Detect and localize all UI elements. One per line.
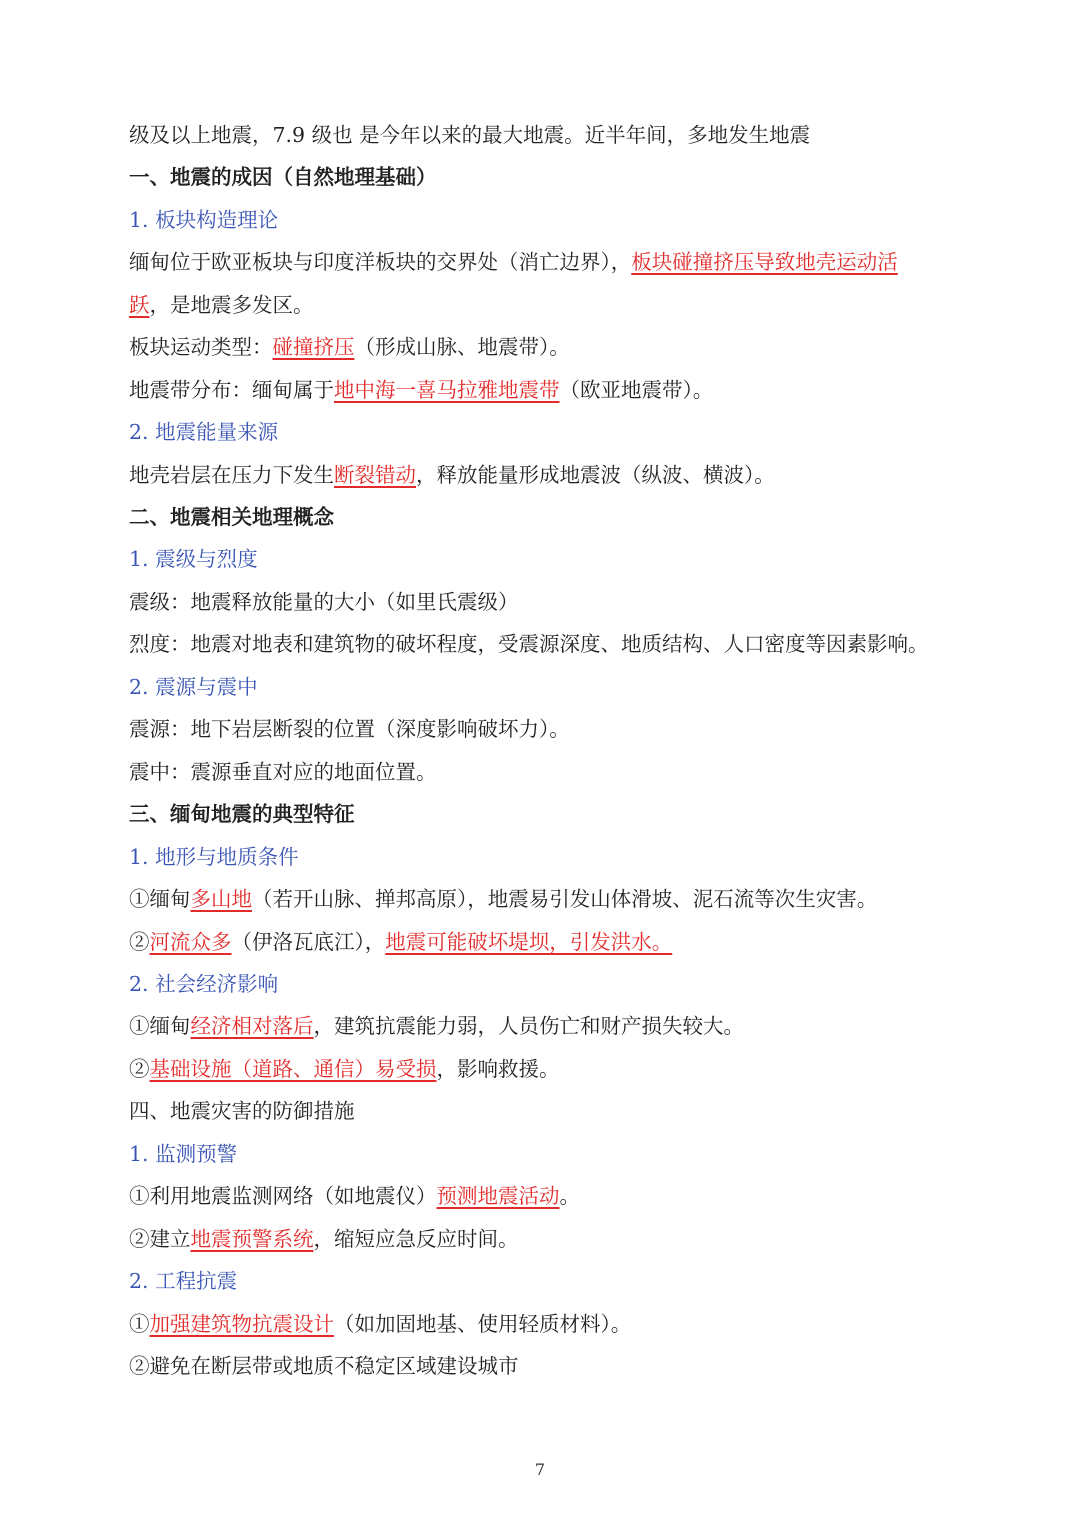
section-4-subheading-1: 1. 监测预警 bbox=[129, 1142, 238, 1166]
paragraph: 板块运动类型：碰撞挤压（形成山脉、地震带）。 bbox=[129, 335, 570, 359]
section-1-subheading-2: 2. 地震能量来源 bbox=[129, 420, 279, 444]
paragraph: 跃，是地震多发区。 bbox=[129, 293, 314, 317]
highlight: 碰撞挤压 bbox=[272, 335, 355, 359]
paragraph: ②基础设施（道路、通信）易受损，影响救援。 bbox=[129, 1057, 560, 1081]
section-2-title: 二、地震相关地理概念 bbox=[129, 505, 334, 529]
highlight: 河流众多 bbox=[149, 930, 232, 954]
highlight: 加强建筑物抗震设计 bbox=[149, 1312, 334, 1336]
highlight: 地中海一喜马拉雅地震带 bbox=[334, 378, 560, 402]
highlight: 地震预警系统 bbox=[190, 1227, 314, 1251]
highlight: 经济相对落后 bbox=[190, 1014, 314, 1038]
section-1-title: 一、地震的成因（自然地理基础） bbox=[129, 165, 437, 189]
page-number: 7 bbox=[534, 1460, 546, 1479]
paragraph: 震源：地下岩层断裂的位置（深度影响破坏力）。 bbox=[129, 717, 570, 741]
paragraph: ①缅甸多山地（若开山脉、掸邦高原），地震易引发山体滑坡、泥石流等次生灾害。 bbox=[129, 887, 878, 911]
highlight: 基础设施（道路、通信）易受损 bbox=[149, 1057, 437, 1081]
paragraph: 震级：地震释放能量的大小（如里氏震级） bbox=[129, 590, 519, 614]
section-2-subheading-2: 2. 震源与震中 bbox=[129, 675, 258, 699]
paragraph: ②避免在断层带或地质不稳定区域建设城市 bbox=[129, 1354, 519, 1378]
highlight: 断裂错动 bbox=[334, 463, 416, 487]
paragraph: 烈度：地震对地表和建筑物的破坏程度，受震源深度、地质结构、人口密度等因素影响。 bbox=[129, 632, 929, 656]
paragraph: 缅甸位于欧亚板块与印度洋板块的交界处（消亡边界），板块碰撞挤压导致地壳运动活 bbox=[129, 250, 898, 274]
section-3-subheading-2: 2. 社会经济影响 bbox=[129, 972, 279, 996]
highlight: 地震可能破坏堤坝，引发洪水。 bbox=[385, 930, 673, 954]
section-4-title: 四、地震灾害的防御措施 bbox=[129, 1099, 355, 1123]
paragraph: 震中：震源垂直对应的地面位置。 bbox=[129, 760, 437, 784]
paragraph: ②建立地震预警系统，缩短应急反应时间。 bbox=[129, 1227, 519, 1251]
paragraph: ①加强建筑物抗震设计（如加固地基、使用轻质材料）。 bbox=[129, 1312, 632, 1336]
highlight: 多山地 bbox=[190, 887, 252, 911]
paragraph: ①缅甸经济相对落后，建筑抗震能力弱，人员伤亡和财产损失较大。 bbox=[129, 1014, 744, 1038]
section-3-subheading-1: 1. 地形与地质条件 bbox=[129, 845, 299, 869]
paragraph: ①利用地震监测网络（如地震仪）预测地震活动。 bbox=[129, 1184, 580, 1208]
highlight: 预测地震活动 bbox=[436, 1184, 560, 1208]
highlight: 跃 bbox=[129, 293, 150, 317]
section-1-subheading-1: 1. 板块构造理论 bbox=[129, 208, 279, 232]
paragraph: ②河流众多（伊洛瓦底江），地震可能破坏堤坝，引发洪水。 bbox=[129, 930, 673, 954]
paragraph: 地震带分布：缅甸属于地中海一喜马拉雅地震带（欧亚地震带）。 bbox=[129, 378, 714, 402]
intro-text: 级及以上地震，7.9 级也 是今年以来的最大地震。近半年间，多地发生地震 bbox=[129, 123, 811, 147]
section-3-title: 三、缅甸地震的典型特征 bbox=[129, 802, 355, 826]
paragraph: 地壳岩层在压力下发生断裂错动，释放能量形成地震波（纵波、横波）。 bbox=[129, 463, 775, 487]
section-2-subheading-1: 1. 震级与烈度 bbox=[129, 547, 258, 571]
highlight: 板块碰撞挤压导致地壳运动活 bbox=[631, 250, 898, 274]
section-4-subheading-2: 2. 工程抗震 bbox=[129, 1269, 238, 1293]
